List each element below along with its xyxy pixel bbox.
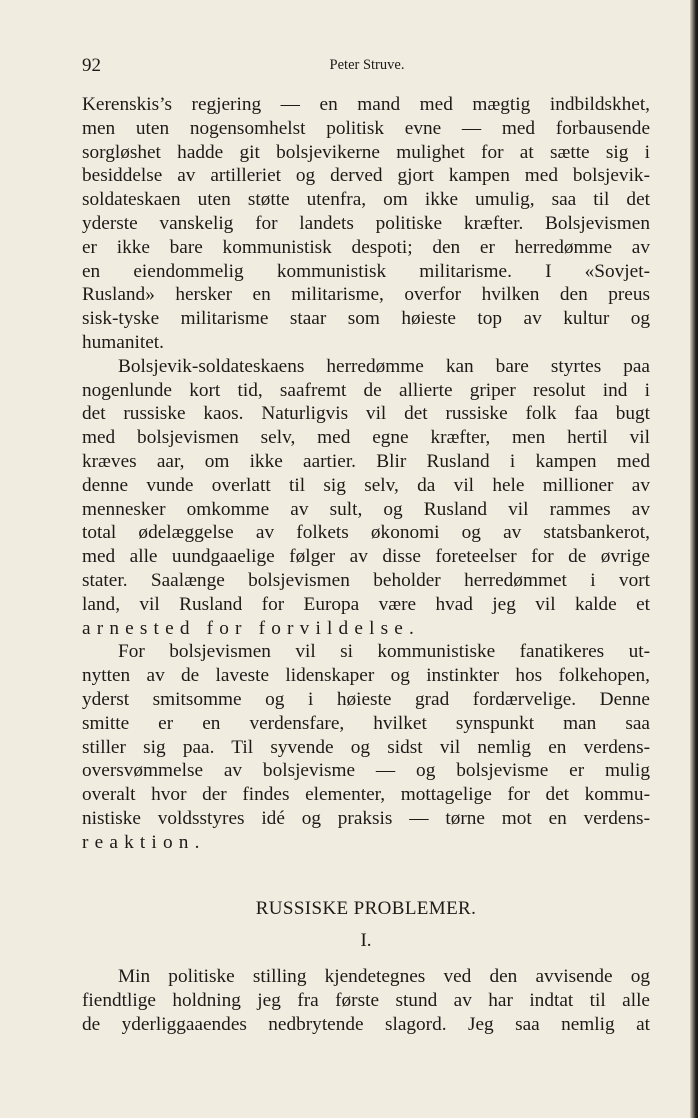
- text-line: nistiske voldsstyres idé og praksis — tørne mot en verdens-: [82, 807, 650, 829]
- page-header: [82, 55, 652, 79]
- page-number: 92: [82, 55, 101, 76]
- text-line: med bolsjevismen selv, med egne kræfter, men hertil vil: [82, 427, 650, 449]
- text-line: humanitet.: [82, 331, 164, 353]
- body-text: [82, 93, 650, 855]
- text-line: soldateskaen uten støtte utenfra, om ikke umulig, saa til det: [82, 189, 650, 211]
- text-line: med alle uundgaaelige følger av disse foreteelser for de øvrige: [82, 546, 650, 568]
- text-line: oversvømmelse av bolsjevisme — og bolsjevisme er mulig: [82, 760, 650, 782]
- text-line: stater. Saalænge bolsjevismen beholder herredømmet i vort: [82, 569, 650, 591]
- text-line: arnested for forvildelse.: [82, 617, 421, 639]
- section-title: RUSSISKE PROBLEMER.: [255, 898, 477, 919]
- text-line: total ødelæggelse av folkets økonomi og av statsbankerot,: [82, 522, 650, 544]
- text-line: Kerenskis’s regjering — en mand med mægtig indbildskhet,: [82, 94, 650, 115]
- text-line: denne vunde overlatt til sig selv, da vil hele millioner av: [82, 474, 650, 496]
- text-line: kræves aar, om ikke aartier. Blir Rusland i kampen med: [82, 450, 650, 472]
- text-line: stiller sig paa. Til syvende og sidst vil nemlig en verdens-: [82, 736, 650, 758]
- section-number: I.: [360, 930, 372, 951]
- text-line: land, vil Rusland for Europa være hvad jeg vil kalde et: [82, 593, 650, 615]
- text-line: Min politiske stilling kjendetegnes ved den avvisende og: [118, 966, 650, 987]
- text-line: overalt hvor der findes elementer, mottagelige for det kommu-: [82, 784, 650, 806]
- text-line: er ikke bare kommunistisk despoti; den er herredømme av: [82, 236, 650, 258]
- text-line: reaktion.: [82, 831, 206, 853]
- text-line: For bolsjevismen vil si kommunistiske fanatikeres ut-: [118, 641, 650, 663]
- text-line: men uten nogensomhelst politisk evne — med forbausende: [82, 117, 650, 139]
- text-line: en eiendommelig kommunistisk militarisme. I «Sovjet-: [82, 260, 650, 282]
- text-line: yderst smitsomme og i høieste grad fordærvelige. Denne: [82, 688, 650, 710]
- text-line: de yderliggaaendes nedbrytende slagord. Jeg saa nemlig at: [82, 1013, 650, 1035]
- text-line: Bolsjevik-soldateskaens herredømme kan bare styrtes paa: [118, 355, 650, 377]
- text-line: smitte er en verdensfare, hvilket synspunkt man saa: [82, 712, 650, 734]
- book-binding-edge: [690, 0, 698, 1118]
- text-line: nytten av de laveste lidenskaper og instinkter hos folkehopen,: [82, 665, 650, 687]
- text-line: besiddelse av artilleriet og derved gjort kampen med bolsjevik-: [82, 165, 650, 187]
- text-line: Rusland» hersker en militarisme, overfor hvilken den preus: [82, 284, 650, 306]
- text-line: mennesker omkomme av sult, og Rusland vil rammes av: [82, 498, 650, 520]
- text-line: det russiske kaos. Naturligvis vil det russiske folk faa bugt: [82, 403, 650, 425]
- text-line: nogenlunde kort tid, saafremt de allierte griper resolut ind i: [82, 379, 650, 401]
- text-line: sorgløshet hadde git bolsjevikerne mulighet for at sætte sig i: [82, 141, 650, 163]
- running-head: Peter Struve.: [329, 57, 405, 73]
- text-line: fiendtlige holdning jeg fra første stund av har indtat til alle: [82, 989, 650, 1011]
- body-text-continued: [82, 965, 650, 1036]
- text-line: yderste vanskelig for landets politiske kræfter. Bolsjevismen: [82, 212, 650, 234]
- text-line: sisk-tyske militarisme staar som høieste top av kultur og: [82, 308, 650, 330]
